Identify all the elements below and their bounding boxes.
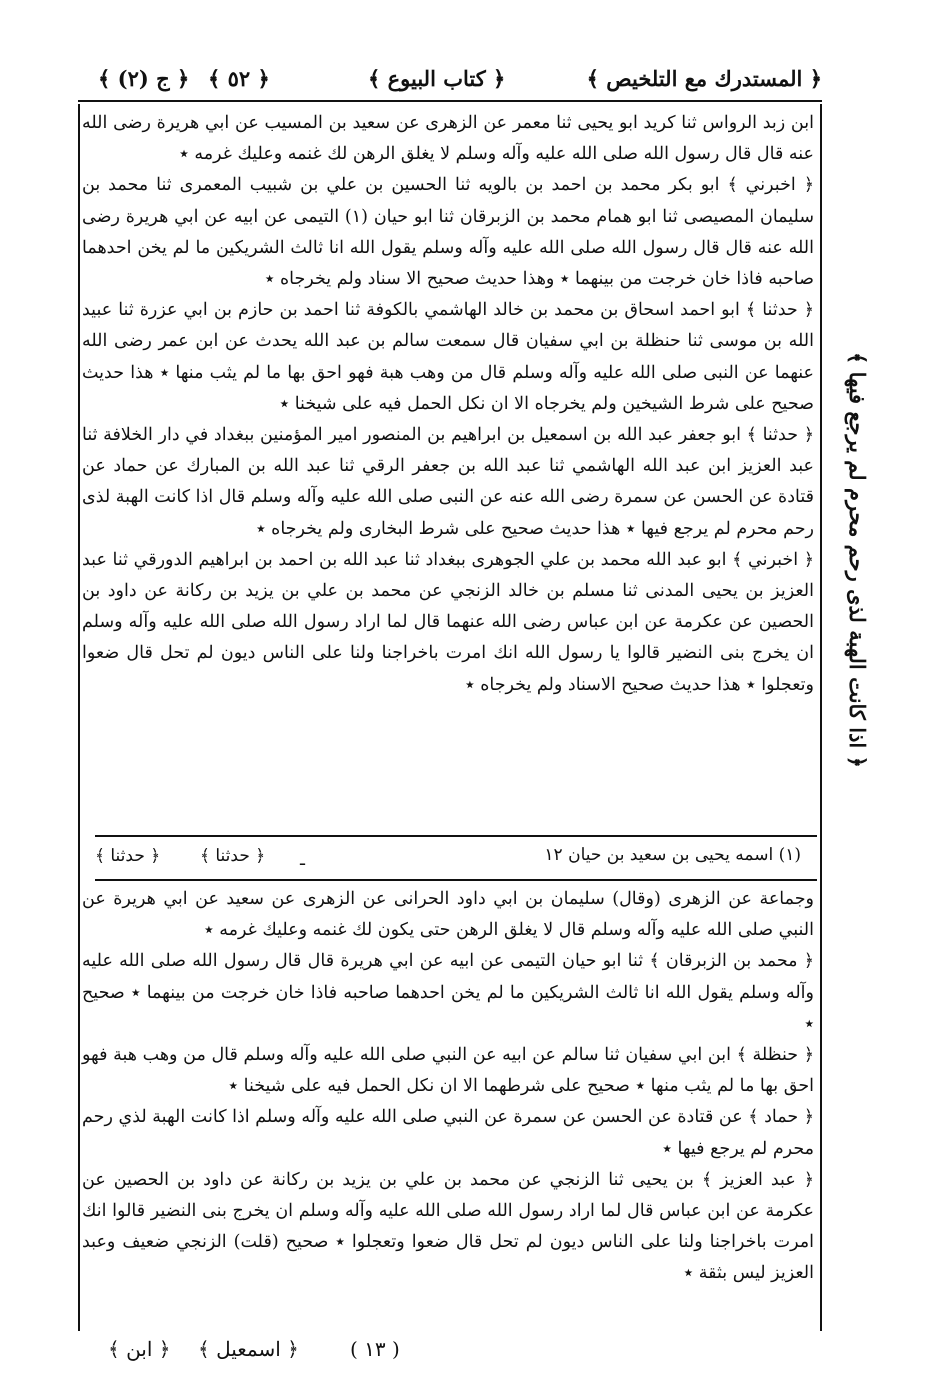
- summary-text: [82, 884, 814, 1290]
- margin-note-text: ﴿ اذا كانت الهبة لذى رحم محرم لم يرجع فيها ﴾: [845, 352, 870, 768]
- hadith-paragraph-3: ﴿ حدثنا ﴾ ابو احمد اسحاق بن محمد بن خالد الهاشمي بالكوفة ثنا احمد بن حازم بن ابي عزرة ثنا عبيد الله بن موسى ثنا حنظلة بن ابي سفيان قال سمعت سالم بن عبد الله يحدث عن ابن عمر رضى الله عنهما عن النبى صلى الله عليه وآله وسلم قال من وهب هبة فهو احق بها ما لم يثب منها ٭ هذا حديث صحيح على شرط الشيخين ولم يخرجاه الا ان نكل الحمل فيه على شيخنا ٭: [82, 300, 814, 414]
- book-title: ﴿ المستدرك مع التلخيص ﴾: [586, 66, 822, 91]
- volume-number: ﴿ ج (٢) ﴾: [98, 66, 190, 91]
- summary-paragraph-3: ﴿ حنظلة ﴾ ابن ابي سفيان ثنا سالم عن ابيه عن النبي صلى الله عليه وآله وسلم قال من وهب هبة فهو احق بها ما لم يثب منها ٭ صحيح على شرطهما الا ان نكل الحمل فيه على شيخنا ٭: [82, 1045, 814, 1097]
- footer-catchword-1: ﴿ اسمعيل ﴾: [198, 1337, 299, 1361]
- hadith-paragraph-2: ﴿ اخبرني ﴾ ابو بكر محمد بن احمد بن بالويه ثنا الحسين بن علي بن شبيب المعمرى ثنا محمد بن سليمان المصيصى ثنا ابو همام محمد بن الزبرقان ثنا ابو حيان (١) التيمى عن ابيه عن ابي هريرة رضى الله عنه قال قال رسول الله صلى الله عليه وآله وسلم يقول الله انا ثالث الشريكين ما لم يخن احدهما صاحبه فاذا خان خرجت من بينهما ٭ وهذا حديث صحيح الا سناد ولم يخرجاه ٭: [82, 175, 815, 290]
- footnote-catchword-1: ﴿ حدثنا ﴾: [200, 846, 266, 866]
- chapter-title: ﴿ كتاب البيوع ﴾: [368, 66, 506, 91]
- margin-note: [826, 352, 870, 768]
- footer-page-number: ( ١٣ ): [350, 1337, 400, 1361]
- header-page-number: ﴿ ٥٢ ﴾: [208, 66, 270, 91]
- summary-paragraph-4: ﴿ حماد ﴾ عن قتادة عن الحسن عن سمرة عن النبي صلى الله عليه وآله وسلم اذا كانت الهبة لذي رحم محرم لم يرجع فيها ٭: [82, 1107, 814, 1159]
- summary-paragraph-2: ﴿ محمد بن الزبرقان ﴾ ثنا ابو حيان التيمى عن ابيه عن ابي هريرة قال قال رسول الله صلى الله عليه وآله وسلم يقول الله انا ثالث الشريكين ما لم يخن احدهما صاحبه فاذا خان خرجت من بينهما ٭ صحيح ٭: [82, 951, 814, 1034]
- main-text: [82, 108, 814, 701]
- footnote-text: (١) اسمه يحيى بن سعيد بن حيان ١٢: [544, 845, 801, 865]
- summary-paragraph-1: وجماعة عن الزهرى (وقال) سليمان بن ابي داود الحرانى عن الزهرى عن سعيد عن ابي هريرة عن النبي صلى الله عليه وآله وسلم قال لا يغلق الرهن حتى يكون لك غنمه وعليك غرمه ٭: [82, 889, 814, 941]
- footnote-mark: ـ: [300, 850, 305, 870]
- summary-divider: [95, 879, 817, 881]
- hadith-paragraph-4: ﴿ حدثنا ﴾ ابو جعفر عبد الله بن اسمعيل بن ابراهيم بن المنصور امير المؤمنين ببغداد في دار الخلافة ثنا عبد العزيز ابن عبد الله الهاشمي ثنا عبد الله بن جعفر الرقي ثنا عبد الله بن المبارك عن حماد عن قتادة عن الحسن عن سمرة رضى الله عنه عن النبى صلى الله عليه وآله وسلم قال اذا كانت الهبة لذى رحم محرم لم يرجع فيها ٭ هذا حديث صحيح على شرط البخارى ولم يخرجاه ٭: [82, 425, 814, 539]
- summary-paragraph-5: ﴿ عبد العزيز ﴾ بن يحيى ثنا الزنجي عن محمد بن علي بن يزيد بن ركانة عن داود بن الحصين عن عكرمة عن ابن عباس قال لما اراد رسول الله صلى الله عليه وآله وسلم ان يخرج بنى النضير قالوا انك امرت باخراجنا ولنا على الناس ديون لم تحل قال ضعوا وتعجلوا ٭ صحيح (قلت) الزنجي ضعيف وعبد العزيز ليس بثقة ٭: [82, 1169, 814, 1284]
- page-header: [78, 62, 822, 102]
- header-divider: [78, 100, 822, 102]
- footnote-catchword-2: ﴿ حدثنا ﴾: [95, 846, 161, 866]
- footnote-divider: [95, 835, 817, 837]
- hadith-paragraph-5: ﴿ اخبرني ﴾ ابو عبد الله محمد بن علي الجوهرى ببغداد ثنا عبد الله بن احمد بن ابراهيم الدورقي ثنا عبد العزيز بن يحيى المدنى ثنا مسلم بن خالد الزنجي عن محمد بن علي بن يزيد بن ركانة عن داود بن الحصين عن عكرمة عن ابن عباس رضى الله عنهما قال لما اراد رسول الله صلى الله عليه وآله وسلم ان يخرج بنى النضير قالوا يا رسول الله انك امرت باخراجنا ولنا على الناس ديون لم تحل قال ضعوا وتعجلوا ٭ هذا حديث صحيح الاسناد ولم يخرجاه ٭: [82, 549, 814, 695]
- page-footer: [78, 1335, 822, 1369]
- hadith-paragraph-1: ابن زبد الرواس ثنا كريد ابو يحيى ثنا معمر عن الزهرى عن سعيد بن المسيب عن ابي هريرة رضى الله عنه قال قال رسول الله صلى الله عليه وآله وسلم لا يغلق الرهن لك غنمه وعليك غرمه ٭: [82, 113, 814, 165]
- footer-catchword-2: ﴿ ابن ﴾: [108, 1337, 171, 1361]
